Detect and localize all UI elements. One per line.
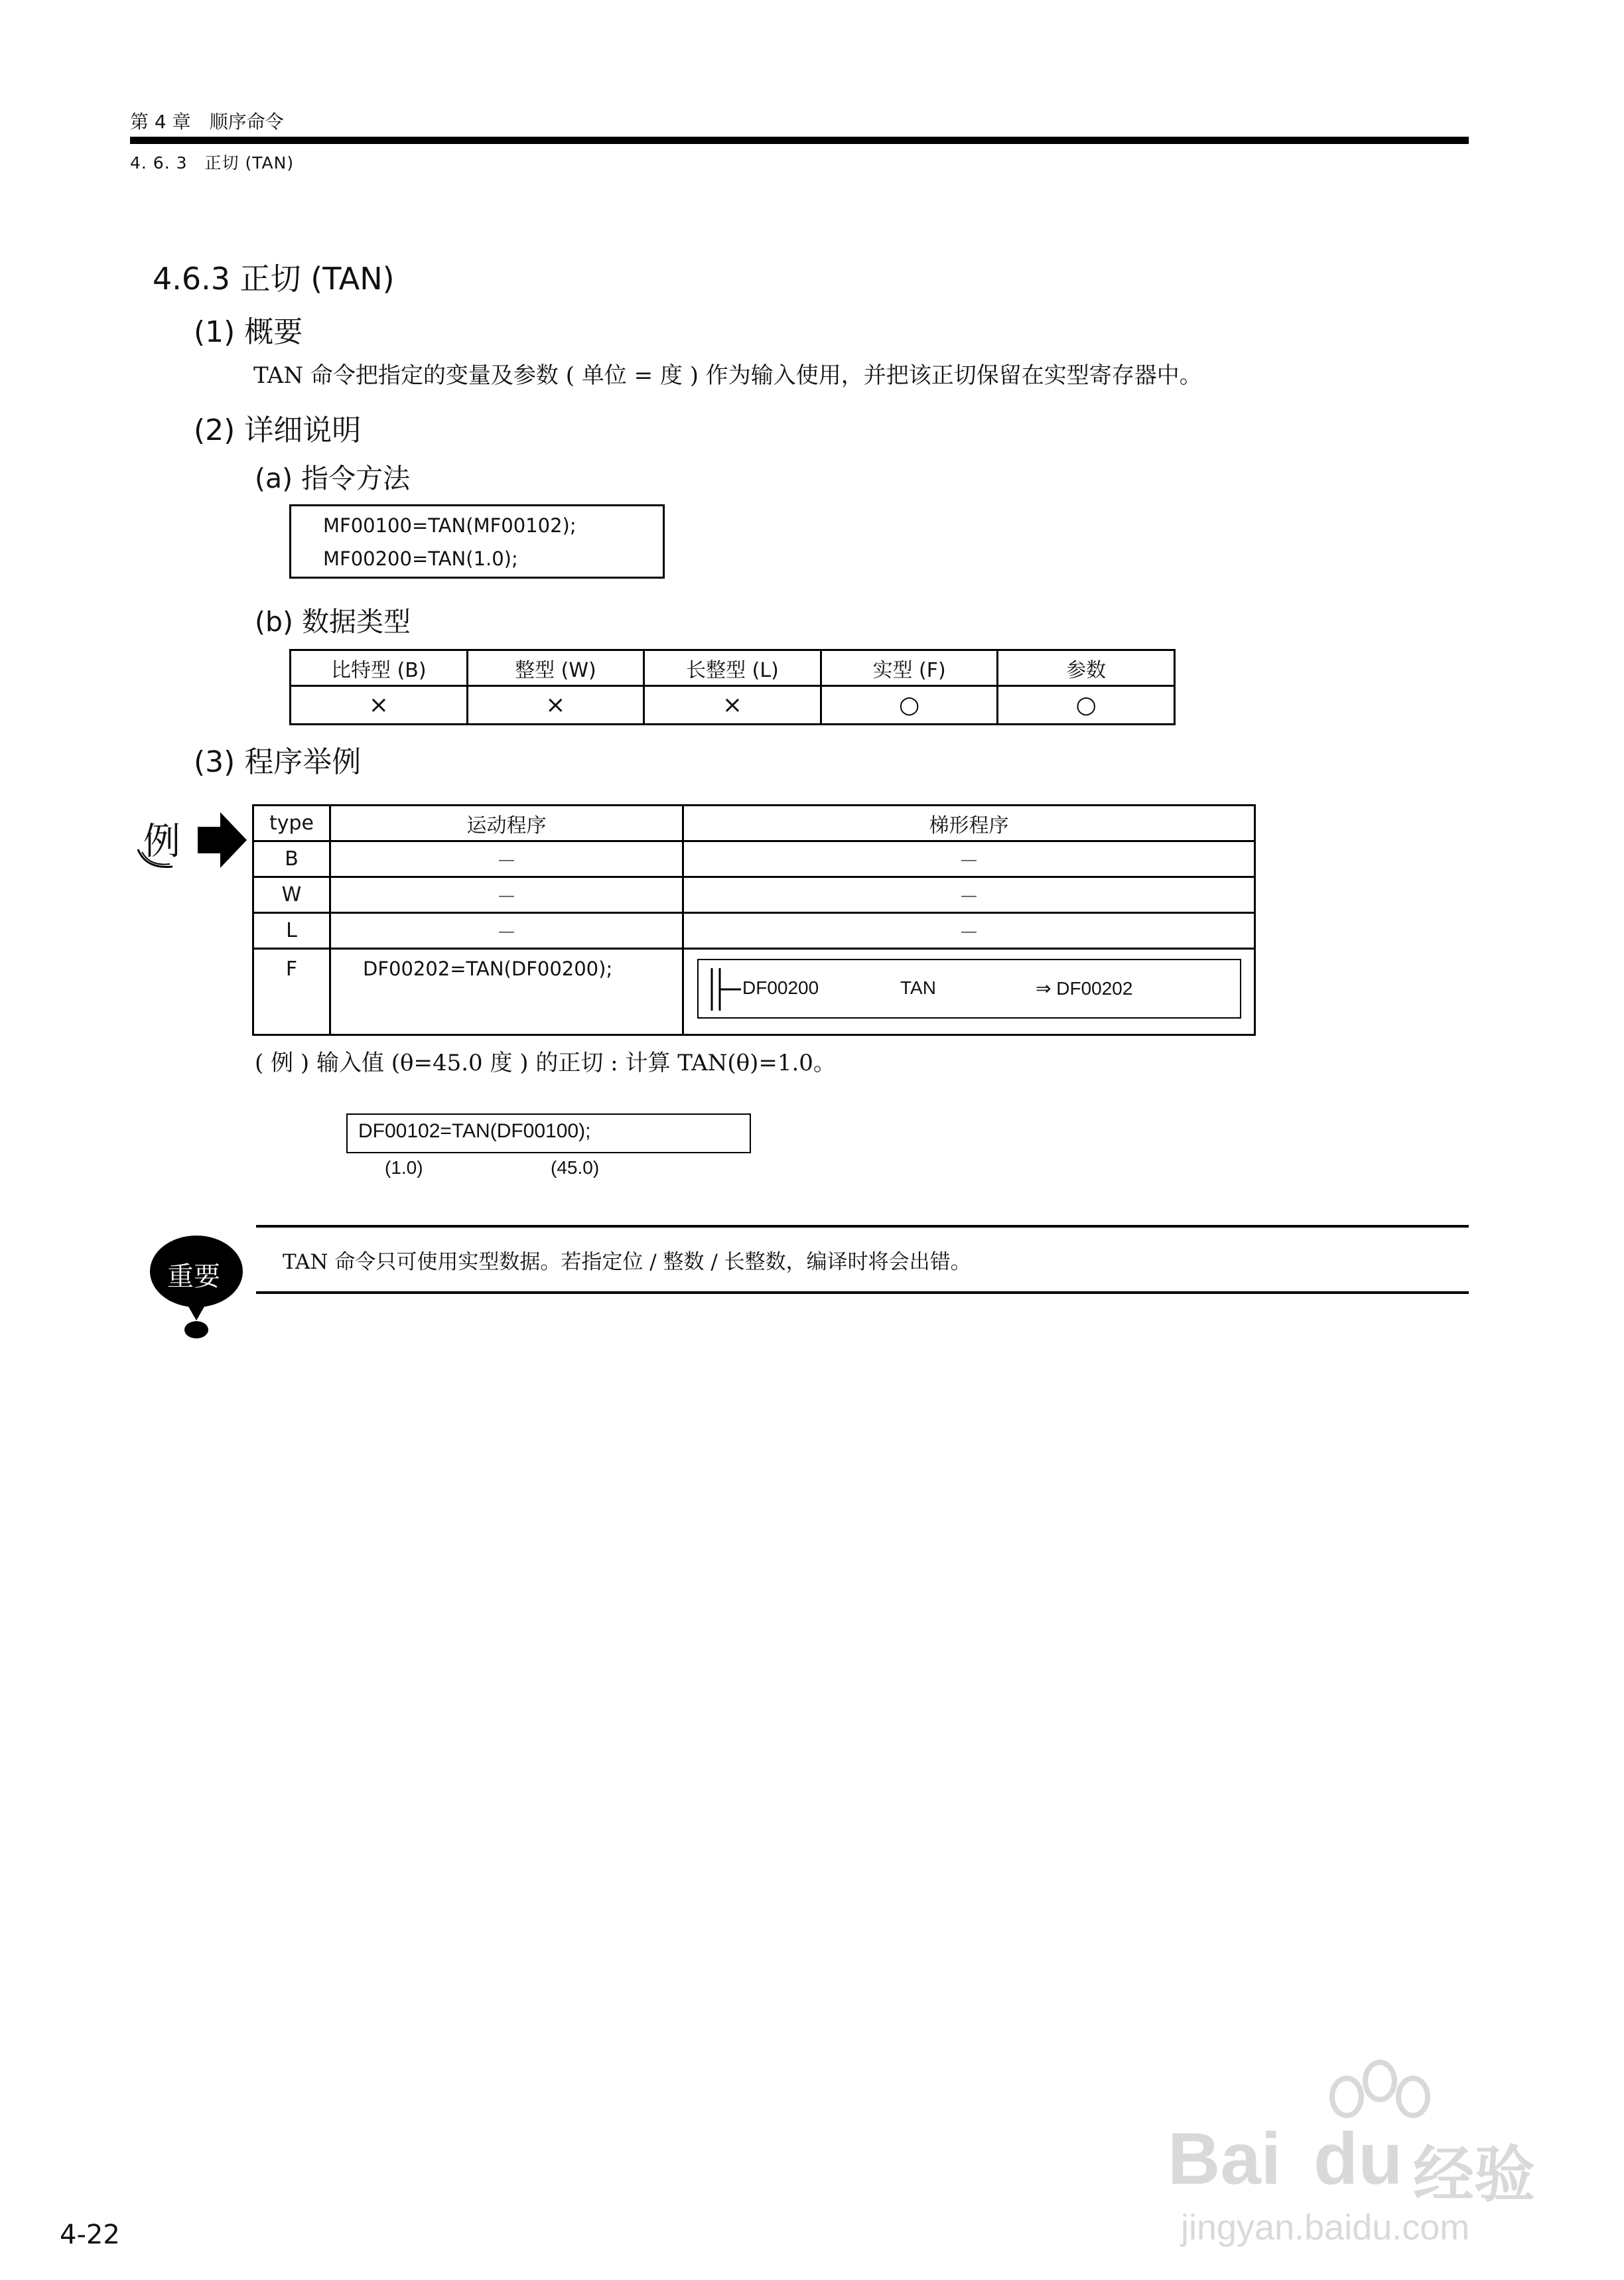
overview-text: TAN 命令把指定的变量及参数 ( 单位 = 度 ) 作为输入使用，并把该正切保留在实型寄存器中。 (253, 362, 1202, 389)
example-heading: (3) 程序举例 (194, 745, 362, 779)
important-badge (149, 1236, 244, 1342)
data-type-header: 比特型 (B) (291, 650, 468, 686)
page-number: 4-22 (60, 2220, 120, 2250)
important-text: TAN 命令只可使用实型数据。若指定位 / 整数 / 长整数，编译时将会出错。 (283, 1250, 971, 1274)
ladder-input: DF00200 (742, 977, 819, 998)
example-badge (133, 803, 249, 876)
example-row-type: F (253, 949, 330, 1035)
section-header: 4. 6. 3 正切 (TAN) (130, 153, 295, 173)
example-row-ladder: － (683, 841, 1255, 877)
data-type-value: ○ (998, 686, 1175, 725)
data-type-header: 整型 (W) (467, 650, 644, 686)
example-row-motion: DF00202=TAN(DF00200); (330, 949, 683, 1035)
example-header-ladder: 梯形程序 (683, 806, 1255, 841)
calc-result: (1.0) (385, 1157, 423, 1178)
data-type-value: × (291, 686, 468, 725)
watermark-cn: 经验 (1413, 2141, 1536, 2209)
calc-code: DF00102=TAN(DF00100); (358, 1120, 591, 1142)
section-title: 4.6.3 正切 (TAN) (153, 261, 395, 297)
code-line: MF00200=TAN(1.0); (323, 547, 518, 570)
example-row-motion: － (330, 913, 683, 949)
header-rule (130, 137, 1469, 144)
example-row-ladder: － (683, 913, 1255, 949)
watermark (1168, 2057, 1566, 2256)
ladder-rail-icon (703, 960, 742, 1017)
example-row-motion: － (330, 841, 683, 877)
data-type-header: 参数 (998, 650, 1175, 686)
details-heading: (2) 详细说明 (194, 413, 362, 447)
watermark-url: jingyan.baidu.com (1181, 2208, 1470, 2247)
chapter-header: 第 4 章 顺序命令 (130, 111, 284, 133)
example-row-type: B (253, 841, 330, 877)
example-row-type: W (253, 877, 330, 913)
example-header-type: type (253, 806, 330, 841)
watermark-brand: Bai (1168, 2118, 1282, 2200)
ladder-op: TAN (900, 977, 936, 998)
code-line: MF00100=TAN(MF00102); (323, 514, 576, 537)
data-type-value: ○ (821, 686, 998, 725)
note-rule-top (256, 1225, 1469, 1228)
data-type-header: 实型 (F) (821, 650, 998, 686)
example-header-motion: 运动程序 (330, 806, 683, 841)
ladder-output: ⇒ DF00202 (1036, 978, 1133, 999)
data-type-value: × (644, 686, 821, 725)
example-row-ladder: － (683, 877, 1255, 913)
example-row-motion: － (330, 877, 683, 913)
example-explanation: ( 例 ) 输入值 (θ=45.0 度 ) 的正切 : 计算 TAN(θ)=1.0。 (255, 1050, 836, 1076)
example-table (252, 804, 1256, 1036)
data-type-table (289, 649, 1176, 725)
example-badge-label: 例 (143, 820, 180, 863)
overview-heading: (1) 概要 (194, 315, 303, 349)
instruction-method-heading: (a) 指令方法 (255, 463, 411, 494)
data-type-header: 长整型 (L) (644, 650, 821, 686)
instruction-code-box (289, 504, 665, 579)
note-rule-bottom (256, 1291, 1469, 1294)
ladder-diagram (697, 959, 1241, 1019)
calc-input: (45.0) (551, 1157, 600, 1178)
data-type-heading: (b) 数据类型 (255, 606, 411, 638)
example-row-ladder-cell (683, 949, 1255, 1035)
data-type-value: × (467, 686, 644, 725)
important-badge-label: 重要 (167, 1261, 220, 1292)
watermark-brand2: du (1314, 2118, 1403, 2200)
example-row-type: L (253, 913, 330, 949)
